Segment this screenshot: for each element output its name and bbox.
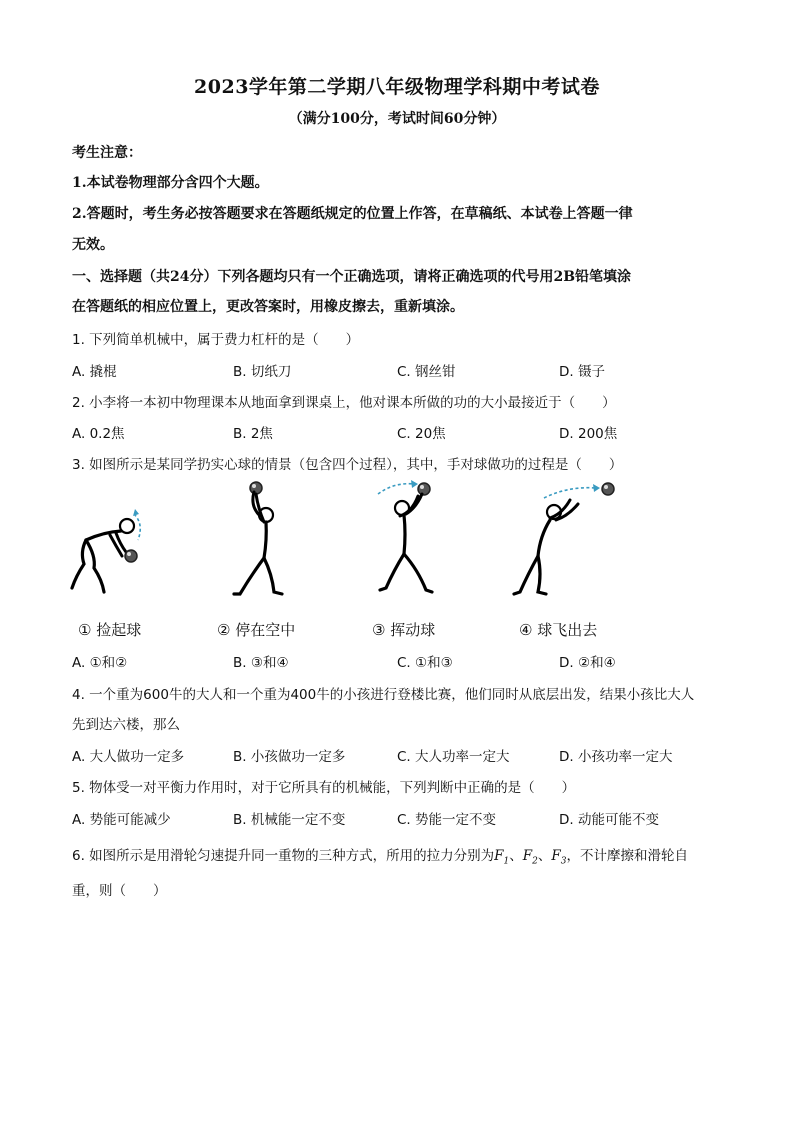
- question-3-option-b[interactable]: B. ③和④: [233, 655, 289, 671]
- figure-swing-ball: [372, 478, 454, 602]
- force-f3: $F_3$: [551, 848, 567, 867]
- question-3-option-a[interactable]: A. ①和②: [72, 655, 128, 671]
- question-6-stem-part-2: ，不计摩擦和滑轮自: [566, 848, 688, 864]
- separator: 、: [537, 848, 552, 864]
- notice-item-2-line-2: 无效。: [72, 237, 114, 253]
- question-2-option-c[interactable]: C. 20焦: [397, 426, 446, 442]
- figure-caption-1: ① 捡起球: [78, 621, 142, 639]
- question-1-option-d[interactable]: D. 镊子: [559, 364, 605, 380]
- question-4-option-a[interactable]: A. 大人做功一定多: [72, 749, 185, 765]
- question-5-stem: 5. 物体受一对平衡力作用时，对于它所具有的机械能，下列判断中正确的是（ ）: [72, 780, 576, 796]
- question-2-option-b[interactable]: B. 2焦: [233, 426, 273, 442]
- question-6-stem-line-2: 重，则（ ）: [72, 883, 167, 899]
- question-1-stem: 1. 下列简单机械中，属于费力杠杆的是（ ）: [72, 332, 360, 348]
- section-1-instructions-line-2: 在答题纸的相应位置上，更改答案时，用橡皮擦去，重新填涂。: [72, 299, 464, 315]
- figure-hold-ball-overhead: [226, 478, 296, 602]
- question-5-option-a[interactable]: A. 势能可能减少: [72, 812, 171, 828]
- question-6-stem-line-1: [72, 844, 688, 867]
- page-subtitle: （满分100分，考试时间60分钟）: [288, 111, 506, 127]
- figure-caption-3: ③ 挥动球: [372, 621, 436, 639]
- section-1-instructions-line-1: 一、选择题（共24分）下列各题均只有一个正确选项，请将正确选项的代号用2B铅笔填涂: [72, 269, 632, 285]
- question-1-option-b[interactable]: B. 切纸刀: [233, 364, 292, 380]
- question-5-option-b[interactable]: B. 机械能一定不变: [233, 812, 346, 828]
- page-title: 2023学年第二学期八年级物理学科期中考试卷: [194, 76, 600, 98]
- question-1-option-a[interactable]: A. 撬棍: [72, 364, 117, 380]
- separator: 、: [509, 848, 523, 864]
- question-2-stem: 2. 小李将一本初中物理课本从地面拿到课桌上，他对课本所做的功的大小最接近于（ ）: [72, 395, 616, 411]
- question-1-option-c[interactable]: C. 钢丝钳: [397, 364, 456, 380]
- notice-item-1: 1.本试卷物理部分含四个大题。: [72, 175, 269, 191]
- question-2-option-a[interactable]: A. 0.2焦: [72, 426, 125, 442]
- figure-pick-up-ball: [66, 496, 158, 604]
- figure-ball-flying: [508, 478, 620, 602]
- notice-item-2-line-1: 2.答题时，考生务必按答题要求在答题纸规定的位置上作答，在草稿纸、本试卷上答题一律: [72, 206, 633, 222]
- force-f1: $F_1$: [494, 848, 510, 867]
- question-5-option-c[interactable]: C. 势能一定不变: [397, 812, 497, 828]
- figure-caption-4: ④ 球飞出去: [519, 621, 598, 639]
- question-4-stem-line-1: 4. 一个重为600牛的大人和一个重为400牛的小孩进行登楼比赛，他们同时从底层出发，结果小孩比大人: [72, 687, 695, 703]
- question-3-stem: 3. 如图所示是某同学扔实心球的情景（包含四个过程），其中，手对球做功的过程是（ ）: [72, 457, 623, 473]
- notice-heading: 考生注意：: [72, 145, 142, 161]
- question-4-stem-line-2: 先到达六楼，那么: [72, 717, 180, 733]
- question-3-option-c[interactable]: C. ①和③: [397, 655, 453, 671]
- question-2-option-d[interactable]: D. 200焦: [559, 426, 618, 442]
- question-6-stem-part-1: 6. 如图所示是用滑轮匀速提升同一重物的三种方式，所用的拉力分别为: [72, 848, 495, 864]
- question-4-option-c[interactable]: C. 大人功率一定大: [397, 749, 510, 765]
- question-4-option-d[interactable]: D. 小孩功率一定大: [559, 749, 673, 765]
- question-3-option-d[interactable]: D. ②和④: [559, 655, 616, 671]
- question-4-option-b[interactable]: B. 小孩做功一定多: [233, 749, 346, 765]
- figure-caption-2: ② 停在空中: [217, 621, 296, 639]
- question-5-option-d[interactable]: D. 动能可能不变: [559, 812, 659, 828]
- force-f2: $F_2$: [522, 848, 538, 867]
